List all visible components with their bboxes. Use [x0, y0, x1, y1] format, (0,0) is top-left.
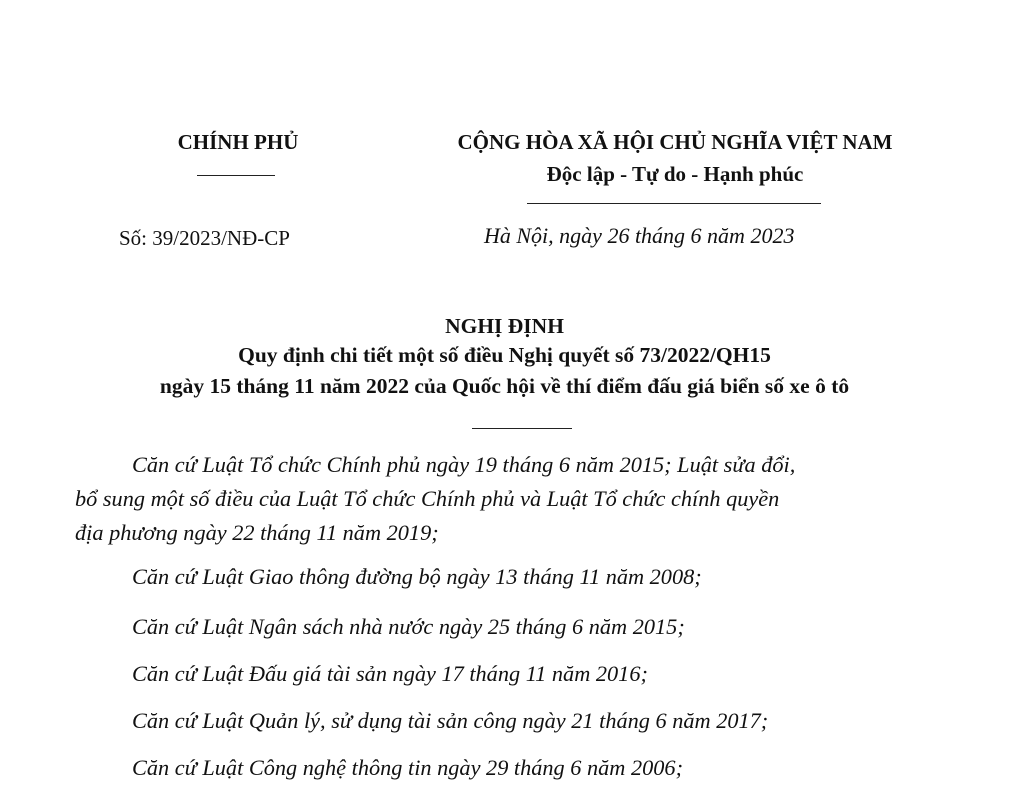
motto-underline [527, 203, 821, 204]
document-number: Số: 39/2023/NĐ-CP [119, 226, 290, 250]
national-motto: Độc lập - Tự do - Hạnh phúc [546, 162, 804, 186]
legal-basis-2: Căn cứ Luật Giao thông đường bộ ngày 13 tháng 11 năm 2008; [132, 564, 702, 589]
document-subtitle-line-2: ngày 15 tháng 11 năm 2022 của Quốc hội về thí điểm đấu giá biển số xe ô tô [159, 374, 850, 398]
title-underline [472, 428, 572, 429]
legal-basis-4: Căn cứ Luật Đấu giá tài sản ngày 17 tháng 11 năm 2016; [132, 661, 648, 686]
legal-basis-5: Căn cứ Luật Quản lý, sử dụng tài sản công ngày 21 tháng 6 năm 2017; [132, 708, 769, 733]
document-subtitle-line-1: Quy định chi tiết một số điều Nghị quyết số 73/2022/QH15 [238, 343, 771, 367]
place-and-date: Hà Nội, ngày 26 tháng 6 năm 2023 [484, 223, 795, 248]
document-type-title: NGHỊ ĐỊNH [445, 314, 564, 338]
national-title: CỘNG HÒA XÃ HỘI CHỦ NGHĨA VIỆT NAM [457, 130, 893, 154]
issuer-underline [197, 175, 275, 176]
legal-basis-6: Căn cứ Luật Công nghệ thông tin ngày 29 tháng 6 năm 2006; [132, 755, 683, 780]
issuer-name: CHÍNH PHỦ [177, 130, 299, 154]
legal-basis-1-line-3: địa phương ngày 22 tháng 11 năm 2019; [75, 520, 439, 545]
legal-basis-1-line-1: Căn cứ Luật Tổ chức Chính phủ ngày 19 tháng 6 năm 2015; Luật sửa đổi, [132, 452, 796, 477]
legal-basis-1-line-2: bổ sung một số điều của Luật Tổ chức Chính phủ và Luật Tổ chức chính quyền [75, 486, 780, 511]
legal-basis-3: Căn cứ Luật Ngân sách nhà nước ngày 25 tháng 6 năm 2015; [132, 614, 685, 639]
